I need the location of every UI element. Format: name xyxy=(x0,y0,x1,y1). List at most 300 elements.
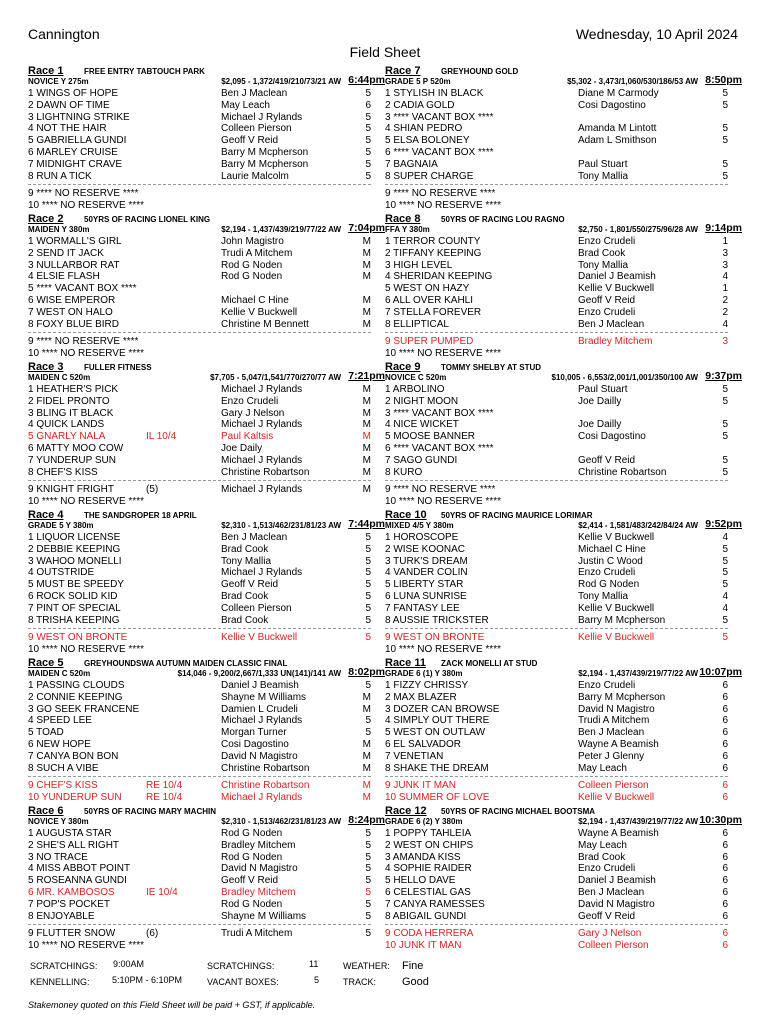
greyhound-name: MR. KAMBOSOS xyxy=(36,886,115,898)
trainer-name: Barry M Mcpherson xyxy=(221,146,309,158)
runner-grade: 5 xyxy=(365,886,371,898)
greyhound-name: **** VACANT BOX **** xyxy=(36,283,137,295)
trainer-name: Kellie V Buckwell xyxy=(578,792,655,804)
runner-grade: M xyxy=(362,318,371,330)
trainer-name: May Leach xyxy=(578,839,627,851)
trainer-name: Michael C Hine xyxy=(221,294,289,306)
runner-row xyxy=(28,455,385,467)
runner-box-dog xyxy=(28,384,118,396)
box-number: 9 xyxy=(385,632,391,644)
race-prize: $14,046 - 9,200/2,667/1,333 UN(141)/141 AW xyxy=(177,669,341,678)
box-number: 6 xyxy=(385,590,391,602)
runner-grade: 5 xyxy=(365,928,371,940)
runner-box-dog xyxy=(385,887,471,899)
trainer-name: Rod G Noden xyxy=(221,828,283,839)
runner-grade: 5 xyxy=(722,123,728,135)
runner-grade: 5 xyxy=(365,727,371,739)
runner-row xyxy=(28,248,385,260)
runner-grade: 6 xyxy=(722,898,728,910)
trainer-name: Rod G Noden xyxy=(221,259,283,271)
trainer-name: Kellie V Buckwell xyxy=(578,602,655,614)
runner-box-dog xyxy=(28,200,144,212)
box-number: 5 xyxy=(28,579,34,591)
greyhound-name: VANDER COLIN xyxy=(393,567,468,579)
box-number: 8 xyxy=(385,762,391,774)
runner-grade: 5 xyxy=(365,88,371,99)
runner-row xyxy=(28,319,385,331)
trainer-name: David N Magistro xyxy=(221,863,298,875)
runner-row xyxy=(28,271,385,283)
runner-row xyxy=(28,899,385,911)
runner-box-dog xyxy=(385,283,469,295)
runner-box-dog xyxy=(28,603,121,615)
runner-row xyxy=(385,715,742,727)
greyhound-name: STELLA FOREVER xyxy=(393,306,482,318)
greyhound-name: WORMALL'S GIRL xyxy=(36,236,122,247)
race-label: Race 8 xyxy=(385,213,421,225)
trainer-name: Michael J Rylands xyxy=(221,792,303,804)
race-name: FULLER FITNESS xyxy=(84,363,152,372)
greyhound-name: DEBBIE KEEPING xyxy=(36,543,121,555)
runner-box-dog xyxy=(28,940,144,952)
greyhound-name: MIDNIGHT CRAVE xyxy=(36,158,123,170)
box-number: 1 xyxy=(28,680,34,691)
race-time: 7:04pm xyxy=(348,222,385,234)
trainer-name: Laurie Malcolm xyxy=(221,170,289,182)
runner-box-dog xyxy=(385,544,465,556)
greyhound-name: **** NO RESERVE **** xyxy=(41,200,144,212)
race-name: 50YRS OF RACING LOU RAGNO xyxy=(441,215,565,224)
race-block xyxy=(28,215,385,363)
trainer-name: Enzo Crudeli xyxy=(578,236,636,247)
race-name: THE SANDGROPER 18 APRIL xyxy=(84,511,197,520)
race-block xyxy=(385,659,742,807)
runner-box-dog xyxy=(385,112,494,124)
runner-grade: 5 xyxy=(365,590,371,602)
greyhound-name: **** NO RESERVE **** xyxy=(41,940,144,952)
greyhound-name: NIGHT MOON xyxy=(393,395,459,407)
trainer-name: David N Magistro xyxy=(578,703,655,715)
trainer-name: Michael J Rylands xyxy=(221,454,303,466)
race-heading xyxy=(385,215,742,225)
race-heading xyxy=(385,67,742,77)
runner-row xyxy=(385,792,742,804)
runner-box-dog xyxy=(28,763,99,775)
runner-box-dog xyxy=(28,260,120,272)
runner-row xyxy=(385,319,742,331)
runner-row xyxy=(385,852,742,864)
runner-grade: 5 xyxy=(365,851,371,863)
trainer-name: Kellie V Buckwell xyxy=(221,632,298,644)
race-label: Race 11 xyxy=(385,657,426,669)
trainer-name: Tony Mallia xyxy=(578,259,629,271)
greyhound-name: SUPER PUMPED xyxy=(393,336,474,348)
trainer-name: Enzo Crudeli xyxy=(578,863,636,875)
race-subheading xyxy=(28,518,385,532)
runner-box-dog xyxy=(28,248,104,260)
runner-row xyxy=(385,348,742,360)
greyhound-name: MISS ABBOT POINT xyxy=(36,863,131,875)
greyhound-name: **** NO RESERVE **** xyxy=(393,188,496,200)
box-number: 10 xyxy=(385,644,397,656)
greyhound-name: KNIGHT FRIGHT xyxy=(36,484,114,496)
runner-row xyxy=(385,496,742,508)
trainer-name: Gary J Nelson xyxy=(221,407,285,419)
runner-row xyxy=(385,928,742,940)
box-number: 3 xyxy=(28,851,34,863)
greyhound-name: SPEED LEE xyxy=(36,715,92,727)
runner-box-dog xyxy=(28,147,118,159)
runner-row xyxy=(28,384,385,396)
box-number: 4 xyxy=(385,419,391,431)
runner-box-dog xyxy=(385,875,455,887)
runner-box-dog xyxy=(28,496,144,508)
runner-box-dog xyxy=(28,875,127,887)
runner-grade: M xyxy=(362,384,371,395)
box-number: 6 xyxy=(385,886,391,898)
trainer-name: Joe Dailly xyxy=(578,419,622,431)
box-number: 5 xyxy=(28,727,34,739)
venue-name: Cannington xyxy=(28,26,100,42)
box-number: 7 xyxy=(28,306,34,318)
box-number: 10 xyxy=(385,496,397,508)
runner-grade: M xyxy=(362,454,371,466)
race-class: MAIDEN C 520m xyxy=(28,373,91,382)
runner-box-dog xyxy=(385,159,438,171)
trainer-name: Rod G Noden xyxy=(221,851,283,863)
trainer-name: Bradley Mitchem xyxy=(578,336,653,348)
runner-row xyxy=(385,692,742,704)
greyhound-name: SIMPLY OUT THERE xyxy=(393,715,490,727)
runner-grade: 5 xyxy=(722,384,728,395)
runner-row xyxy=(385,727,742,739)
runner-row xyxy=(385,680,742,692)
greyhound-name: SUPER CHARGE xyxy=(393,170,474,182)
box-number: 9 xyxy=(385,484,391,496)
runner-row xyxy=(28,680,385,692)
trainer-name: Colleen Pierson xyxy=(578,940,649,952)
race-block xyxy=(28,659,385,807)
runner-row xyxy=(28,828,385,840)
greyhound-name: LIBERTY STAR xyxy=(393,579,464,591)
box-number: 10 xyxy=(28,940,40,952)
runner-row xyxy=(28,603,385,615)
race-class: NOVICE Y 275m xyxy=(28,77,89,86)
runner-box-dog xyxy=(385,715,489,727)
runner-row xyxy=(385,236,742,248)
trainer-name: Enzo Crudeli xyxy=(578,567,636,579)
runner-box-dog xyxy=(385,632,484,644)
greyhound-name: **** NO RESERVE **** xyxy=(41,348,144,360)
trainer-name: Ben J Maclean xyxy=(221,88,288,99)
race-heading xyxy=(28,363,385,373)
greyhound-name: FIDEL PRONTO xyxy=(36,395,110,407)
trainer-name: Gary J Nelson xyxy=(578,928,642,940)
runner-grade: 6 xyxy=(722,792,728,804)
runner-grade: M xyxy=(362,259,371,271)
race-block xyxy=(385,363,742,511)
runner-box-dog xyxy=(385,739,461,751)
runner-box-dog xyxy=(385,680,468,692)
race-heading xyxy=(385,511,742,521)
runner-grade: M xyxy=(362,484,371,496)
runner-row xyxy=(28,911,385,923)
runner-grade: 5 xyxy=(722,466,728,478)
greyhound-name: OUTSTRIDE xyxy=(36,567,95,579)
runner-row xyxy=(28,484,385,496)
greyhound-name: WINGS OF HOPE xyxy=(36,88,119,99)
runner-row xyxy=(28,147,385,159)
runner-box-dog xyxy=(385,484,495,496)
runner-box-dog xyxy=(28,283,137,295)
race-time: 10:07pm xyxy=(699,666,742,678)
trainer-name: Colleen Pierson xyxy=(221,123,292,135)
runner-grade: 6 xyxy=(722,928,728,940)
box-number: 2 xyxy=(28,99,34,111)
runner-grade: M xyxy=(362,395,371,407)
box-number: 9 xyxy=(28,484,34,496)
runner-box-dog xyxy=(28,567,94,579)
runner-row xyxy=(28,591,385,603)
greyhound-name: CELESTIAL GAS xyxy=(393,886,471,898)
trainer-name: Paul Stuart xyxy=(578,158,628,170)
box-number: 7 xyxy=(28,158,34,170)
race-subheading xyxy=(28,222,385,236)
runner-grade: 5 xyxy=(365,579,371,591)
runner-grade: 6 xyxy=(722,780,728,792)
race-time: 9:14pm xyxy=(705,222,742,234)
greyhound-name: HOROSCOPE xyxy=(393,532,459,543)
runner-box-dog xyxy=(385,260,452,272)
race-time: 8:50pm xyxy=(705,74,742,86)
trainer-name: Michael J Rylands xyxy=(221,419,303,431)
runner-box-dog xyxy=(385,763,489,775)
trainer-name: Joe Dailly xyxy=(578,395,622,407)
race-heading xyxy=(385,363,742,373)
trainer-name: May Leach xyxy=(578,762,627,774)
greyhound-name: CANYA BON BON xyxy=(36,750,119,762)
runner-row xyxy=(28,792,385,804)
runner-row xyxy=(385,396,742,408)
box-number: 7 xyxy=(385,602,391,614)
trainer-name: Tony Mallia xyxy=(221,555,272,567)
runner-row xyxy=(28,567,385,579)
trainer-name: Michael J Rylands xyxy=(221,567,303,579)
trainer-name: Trudi A Mitchem xyxy=(578,715,650,727)
runner-row xyxy=(28,556,385,568)
box-number: 6 xyxy=(28,590,34,602)
race-label: Race 6 xyxy=(28,805,64,817)
runner-box-dog xyxy=(28,911,95,923)
runner-grade: M xyxy=(362,442,371,454)
runner-grade: 6 xyxy=(722,828,728,839)
runner-grade: 5 xyxy=(722,99,728,111)
box-number: 10 xyxy=(385,200,397,212)
trainer-name: Michael J Rylands xyxy=(221,715,303,727)
runner-grade: 2 xyxy=(722,294,728,306)
box-number: 6 xyxy=(28,146,34,158)
runner-grade: 5 xyxy=(365,146,371,158)
greyhound-name: YUNDERUP SUN xyxy=(36,454,117,466)
runner-row xyxy=(28,408,385,420)
runner-row xyxy=(28,632,385,644)
runner-box-dog xyxy=(385,384,444,396)
runner-row xyxy=(28,887,385,899)
race-prize: $2,095 - 1,372/419/210/73/21 AW xyxy=(221,77,341,86)
runner-grade: 5 xyxy=(365,123,371,135)
runner-row xyxy=(385,455,742,467)
runner-row xyxy=(385,384,742,396)
runner-row xyxy=(385,271,742,283)
race-class: GRADE 6 (1) Y 380m xyxy=(385,669,463,678)
box-number: 8 xyxy=(385,318,391,330)
runner-grade: M xyxy=(362,431,371,443)
runner-row xyxy=(28,715,385,727)
trainer-name: Geoff V Reid xyxy=(578,294,636,306)
race-class: FFA Y 380m xyxy=(385,225,430,234)
runner-row xyxy=(385,200,742,212)
box-number: 5 xyxy=(385,283,391,295)
box-number: 1 xyxy=(385,236,391,247)
greyhound-name: DAWN OF TIME xyxy=(36,99,110,111)
dashed-line xyxy=(385,776,728,777)
runner-grade: 5 xyxy=(722,88,728,99)
greyhound-name: AUGUSTA STAR xyxy=(35,828,112,839)
trainer-name: Paul Stuart xyxy=(578,384,628,395)
greyhound-name: JUNK IT MAN xyxy=(398,940,462,952)
runner-box-dog xyxy=(385,751,443,763)
greyhound-name: FOXY BLUE BIRD xyxy=(36,318,119,330)
runner-row xyxy=(28,200,385,212)
runner-grade: 6 xyxy=(722,851,728,863)
runner-grade: 3 xyxy=(722,336,728,348)
trainer-name: Daniel J Beamish xyxy=(221,680,299,691)
race-subheading xyxy=(28,666,385,680)
runner-grade: 5 xyxy=(722,614,728,626)
greyhound-name: **** NO RESERVE **** xyxy=(41,644,144,656)
runner-box-dog xyxy=(385,567,468,579)
greyhound-name: SHERIDAN KEEPING xyxy=(393,271,493,283)
vacant-boxes-count: 5 xyxy=(314,975,320,985)
runner-row xyxy=(28,336,385,348)
runner-row xyxy=(385,704,742,716)
runner-grade: 6 xyxy=(722,886,728,898)
greyhound-name: EL SALVADOR xyxy=(393,738,461,750)
vacant-boxes-label: VACANT BOXES: xyxy=(207,977,279,987)
runner-grade: 5 xyxy=(722,170,728,182)
trainer-name: Tony Mallia xyxy=(578,590,629,602)
runner-box-dog xyxy=(385,467,422,479)
race-label: Race 10 xyxy=(385,509,427,521)
race-prize: $2,750 - 1,801/550/275/96/28 AW xyxy=(578,225,698,234)
greyhound-name: NICE WICKET xyxy=(393,419,459,431)
runner-grade: 5 xyxy=(365,715,371,727)
box-number: 7 xyxy=(28,602,34,614)
race-heading xyxy=(28,67,385,77)
runner-row xyxy=(28,780,385,792)
runner-box-dog xyxy=(28,840,119,852)
trainer-name: May Leach xyxy=(221,99,270,111)
runner-grade: 5 xyxy=(365,111,371,123)
runner-grade: 5 xyxy=(365,614,371,626)
runner-row xyxy=(28,307,385,319)
greyhound-name: WEST ON HALO xyxy=(36,306,113,318)
runner-grade: 5 xyxy=(365,680,371,691)
trainer-name: Kellie V Buckwell xyxy=(578,283,655,295)
greyhound-name: ENJOYABLE xyxy=(36,910,95,922)
race-subheading xyxy=(385,222,742,236)
dashed-line xyxy=(28,480,371,481)
runner-tag: RE 10/4 xyxy=(146,780,183,792)
runner-grade: 4 xyxy=(722,602,728,614)
box-number: 7 xyxy=(385,158,391,170)
greyhound-name: QUICK LANDS xyxy=(36,419,105,431)
greyhound-name: HIGH LEVEL xyxy=(393,259,453,271)
greyhound-name: DOZER CAN BROWSE xyxy=(393,703,500,715)
runner-row xyxy=(385,419,742,431)
box-number: 4 xyxy=(28,863,34,875)
greyhound-name: MUST BE SPEEDY xyxy=(36,579,124,591)
race-prize: $2,194 - 1,437/439/219/77/22 AW xyxy=(578,817,698,826)
race-class: MIXED 4/5 Y 380m xyxy=(385,521,454,530)
runner-row xyxy=(28,644,385,656)
runner-grade: 5 xyxy=(365,543,371,555)
runner-box-dog xyxy=(385,455,457,467)
runner-grade: 6 xyxy=(722,680,728,691)
trainer-name: Geoff V Reid xyxy=(221,875,279,887)
runner-grade: 5 xyxy=(365,828,371,839)
box-number: 9 xyxy=(28,928,34,940)
box-number: 6 xyxy=(28,738,34,750)
dashed-line xyxy=(385,924,728,925)
kennelling-time: 5:10PM - 6:10PM xyxy=(112,975,183,985)
runner-box-dog xyxy=(28,159,122,171)
race-time: 7:44pm xyxy=(348,518,385,530)
runner-row xyxy=(28,692,385,704)
box-number: 4 xyxy=(385,123,391,135)
box-number: 2 xyxy=(28,395,34,407)
runner-row xyxy=(28,236,385,248)
runner-box-dog xyxy=(385,899,485,911)
runner-row xyxy=(385,863,742,875)
box-number: 10 xyxy=(28,792,40,804)
runner-grade: M xyxy=(362,703,371,715)
runner-box-dog xyxy=(28,135,126,147)
runner-box-dog xyxy=(28,544,120,556)
runner-row xyxy=(385,739,742,751)
runner-row xyxy=(385,603,742,615)
track-label: TRACK: xyxy=(343,977,377,987)
greyhound-name: AUSSIE TRICKSTER xyxy=(392,614,489,626)
runner-box-dog xyxy=(385,348,501,360)
trainer-name: Barry M Mcpherson xyxy=(221,158,309,170)
trainer-name: Joe Daily xyxy=(221,442,263,454)
greyhound-name: **** NO RESERVE **** xyxy=(36,188,139,200)
runner-row xyxy=(28,940,385,952)
runner-grade: 1 xyxy=(722,236,728,247)
greyhound-name: CONNIE KEEPING xyxy=(36,691,123,703)
runner-box-dog xyxy=(28,579,124,591)
greyhound-name: GNARLY NALA xyxy=(36,431,106,443)
race-name: TOMMY SHELBY AT STUD xyxy=(441,363,542,372)
runner-box-dog xyxy=(28,307,113,319)
runner-box-dog xyxy=(385,692,457,704)
runner-grade: 5 xyxy=(365,875,371,887)
box-number: 2 xyxy=(28,543,34,555)
runner-box-dog xyxy=(385,236,480,248)
race-time: 9:52pm xyxy=(705,518,742,530)
runner-row xyxy=(385,408,742,420)
